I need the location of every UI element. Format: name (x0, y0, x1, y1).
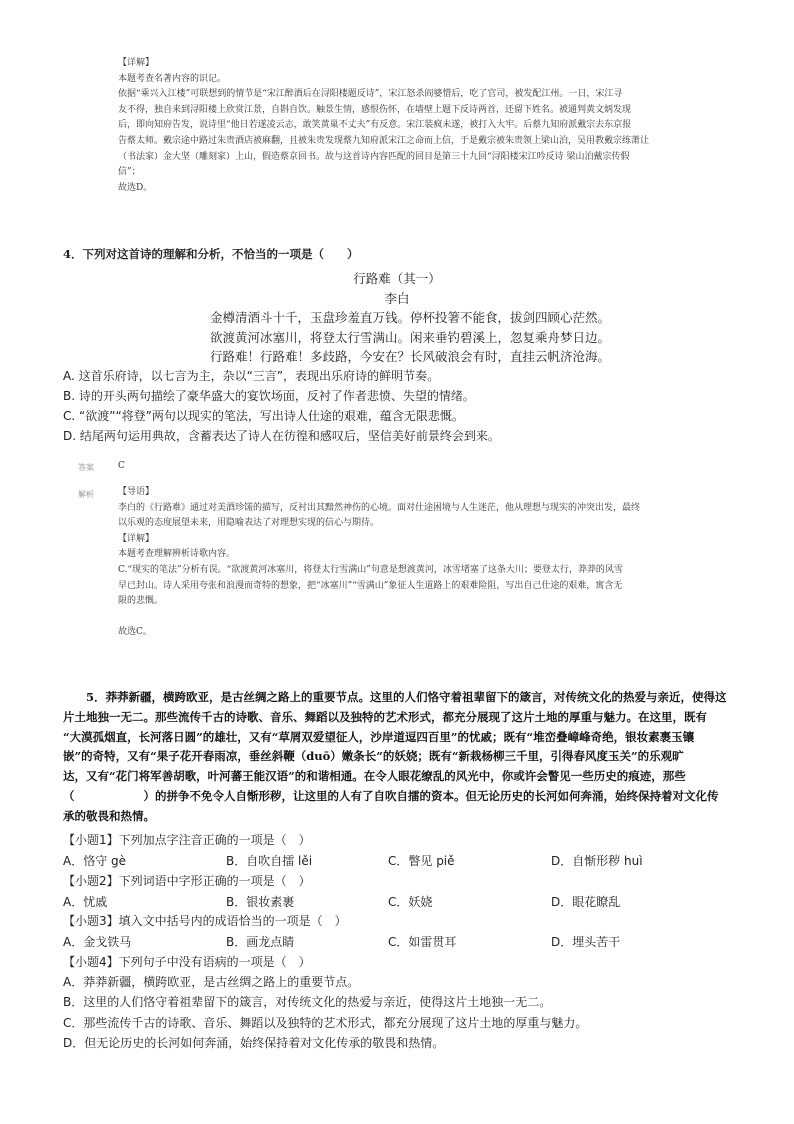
passage-line: 片土地独一无二。那些流传千古的诗歌、音乐、舞蹈以及独特的艺术形式，都充分展现了这片土地的厚重与魅力。在这里，既有 (63, 709, 707, 724)
sub1-option-d: D．自惭形秽 huì (551, 854, 643, 868)
sub2-option-c: C．妖娆 (388, 895, 433, 909)
subquestion-4-stem: 【小题4】下列句子中没有语病的一项是（ ） (63, 955, 311, 969)
sub2-option-b: B．银妆素裹 (226, 895, 295, 909)
sub3-option-d: D．埋头苦干 (551, 935, 621, 949)
sub4-option-a: A．莽莽新疆，横跨欧亚，是古丝绸之路上的重要节点。 (63, 975, 360, 989)
sub4-option-c: C．那些流传千古的诗歌、音乐、舞蹈以及独特的艺术形式，都充分展现了这片土地的厚重与魅力。 (63, 1016, 588, 1030)
subquestion-3-stem: 【小题3】填入文中括号内的成语恰当的一项是（ ） (63, 914, 347, 928)
poem-author: 李白 (384, 291, 410, 306)
option-b: B. 诗的开头两句描绘了豪华盛大的宴饮场面，反衬了作者悲愤、失望的情绪。 (63, 389, 475, 403)
poem-line: 金樽清酒斗十千，玉盘珍羞直万钱。停杯投箸不能食，拔剑四顾心茫然。 (210, 310, 611, 325)
explanation-line: （书法家）金大坚（雕刻家）上山，假造蔡京回书。故与这首诗内容匹配的回目是第三十九回“浔阳楼宋江吟反诗 梁山泊戴宗传假 (118, 151, 630, 162)
passage-line: 5．莽莽新疆，横跨欧亚，是古丝绸之路上的重要节点。这里的人们恪守着祖辈留下的箴言，对传统文化的热爱与亲近，使得这 (63, 690, 727, 704)
answer-value: C (118, 461, 125, 471)
sub3-option-c: C．如雷贯耳 (388, 935, 457, 949)
analysis-line: 【导语】 (118, 487, 155, 497)
sub1-option-c: C．瞥见 piě (388, 854, 455, 868)
explanation-line: 【详解】 (118, 58, 155, 68)
sub4-option-d: D．但无论历史的长河如何奔涌，始终保持着对文化传承的敬畏和热情。 (63, 1036, 445, 1050)
passage-line: （ ）的拼争不免令人自惭形秽，让这里的人有了自吹自擂的资本。但无论历史的长河如何奔涌，始终保持着对文化传 (63, 788, 719, 803)
analysis-line: 故选C。 (118, 627, 152, 638)
explanation-line: 告蔡太师。戴宗途中路过朱贵酒店被麻翻，且被朱贵发现蔡九知府派宋江之命而上信，于是戴宗被朱贵领上梁山泊，吴用教戴宗练萧让 (118, 135, 650, 146)
subquestion-1-stem: 【小题1】下列加点字注音正确的一项是（ ） (63, 833, 311, 847)
poem-line: 欲渡黄河冰塞川，将登太行雪满山。闲来垂钓碧溪上，忽复乘舟梦日边。 (210, 330, 611, 345)
analysis-line: 以乐观的态度展望未来，用隐喻表达了对理想实现的信心与期待。 (118, 518, 380, 529)
analysis-line: C.“现实的笔法”分析有误。“欲渡黄河冰塞川，将登太行雪满山”句意是想渡黄河，冰雪堵塞了这条大川；要登太行，莽莽的风雪 (118, 564, 623, 575)
explanation-line: 本题考查名著内容的识记。 (118, 73, 227, 84)
passage-line: 达，又有“花门将军善胡歌，叶河蕃王能汉语”的和谐相通。在令人眼花缭乱的风光中，你或许会瞥见一些历史的痕迹，那些 (63, 769, 686, 784)
option-c: C. “欲渡”“将登”两句以现实的笔法，写出诗人仕途的艰难，蕴含无限悲慨。 (63, 409, 464, 423)
analysis-line: 限的悲慨。 (118, 596, 164, 607)
answer-tag: 答案 (78, 463, 94, 472)
explanation-line: 依据“乘兴入江楼”可联想到的情节是“宋江醉酒后在浔阳楼题反诗”，宋江怒杀阎婆惜后，吃了官司，被发配江州。一日，宋江寻 (118, 89, 623, 100)
poem-line: 行路难！行路难！多歧路，今安在？长风破浪会有时，直挂云帆济沧海。 (210, 349, 611, 364)
passage-line: 嵌”的奇特，又有“果子花开春雨凉，垂丝斜鞭（duō）嫩条长”的妖娆；既有“新栽杨柳三千里，引得春风度玉关”的乐观旷 (63, 749, 684, 764)
explanation-line: 故选D。 (118, 182, 153, 193)
option-d: D. 结尾两句运用典故，含蓄表达了诗人在彷徨和感叹后，坚信美好前景终会到来。 (63, 429, 500, 443)
sub3-option-a: A．金戈铁马 (63, 935, 132, 949)
analysis-line: 早已封山。诗人采用夸张和浪漫而奇特的想象，把“冰塞川”“雪满山”象征人生道路上的艰难险阻，写出自己仕途的艰难，寓含无 (118, 580, 623, 591)
explanation-block-1 (118, 56, 698, 196)
subquestion-2-stem: 【小题2】下列词语中字形正确的一项是（ ） (63, 874, 311, 888)
analysis-line: 李白的《行路难》通过对美酒珍馐的描写，反衬出其黯然神伤的心境。面对仕途困境与人生迷茫，他从理想与现实的冲突出发，最终 (118, 502, 641, 513)
analysis-line: 【详解】 (118, 533, 155, 544)
sub4-option-b: B．这里的人们恪守着祖辈留下的箴言，对传统文化的热爱与亲近，使得这片土地独一无二。 (63, 995, 552, 1009)
question-5-passage (63, 688, 743, 827)
sub3-option-b: B．画龙点睛 (226, 935, 295, 949)
question-4-stem: 4．下列对这首诗的理解和分析，不恰当的一项是（ ） (63, 247, 359, 261)
explanation-line: 信”； (118, 167, 141, 178)
explanation-line: 友不得，独自来到浔阳楼上欣赏江景，自斟自饮。触景生情，感恨伤怀，在墙壁上题下反诗两首，还留下姓名。被通判黄文炳发现 (118, 104, 632, 115)
analysis-tag: 解析 (78, 490, 94, 499)
passage-line: “大漠孤烟直，长河落日圆”的雄壮，又有“草屑双爱望征人，沙岸道逗四百里”的忧戚；既有“堆峦叠嶂峰奇绝，银妆素裹玉镶 (63, 729, 695, 744)
explanation-line: 后，即向知府告发，说诗里“他日若遂凌云志，敢笑黄巢不丈夫”有反意。宋江装疯未遂，被打入大牢。后蔡九知府派戴宗去东京报 (118, 120, 632, 131)
sub2-option-d: D．眼花瞭乱 (551, 895, 621, 909)
analysis-line: 本题考查理解辨析诗歌内容。 (118, 549, 236, 560)
analysis-block (118, 485, 708, 641)
option-a: A. 这首乐府诗，以七言为主，杂以“三言”，表现出乐府诗的鲜明节奏。 (63, 369, 440, 383)
analysis-line (118, 610, 708, 626)
sub1-option-a: A．恪守 gè (63, 854, 127, 868)
sub2-option-a: A．忧戚 (63, 895, 108, 909)
poem-title: 行路难（其一） (353, 271, 441, 286)
sub1-option-b: B．自吹自擂 lěi (226, 854, 313, 868)
passage-line: 承的敬畏和热情。 (63, 808, 155, 823)
